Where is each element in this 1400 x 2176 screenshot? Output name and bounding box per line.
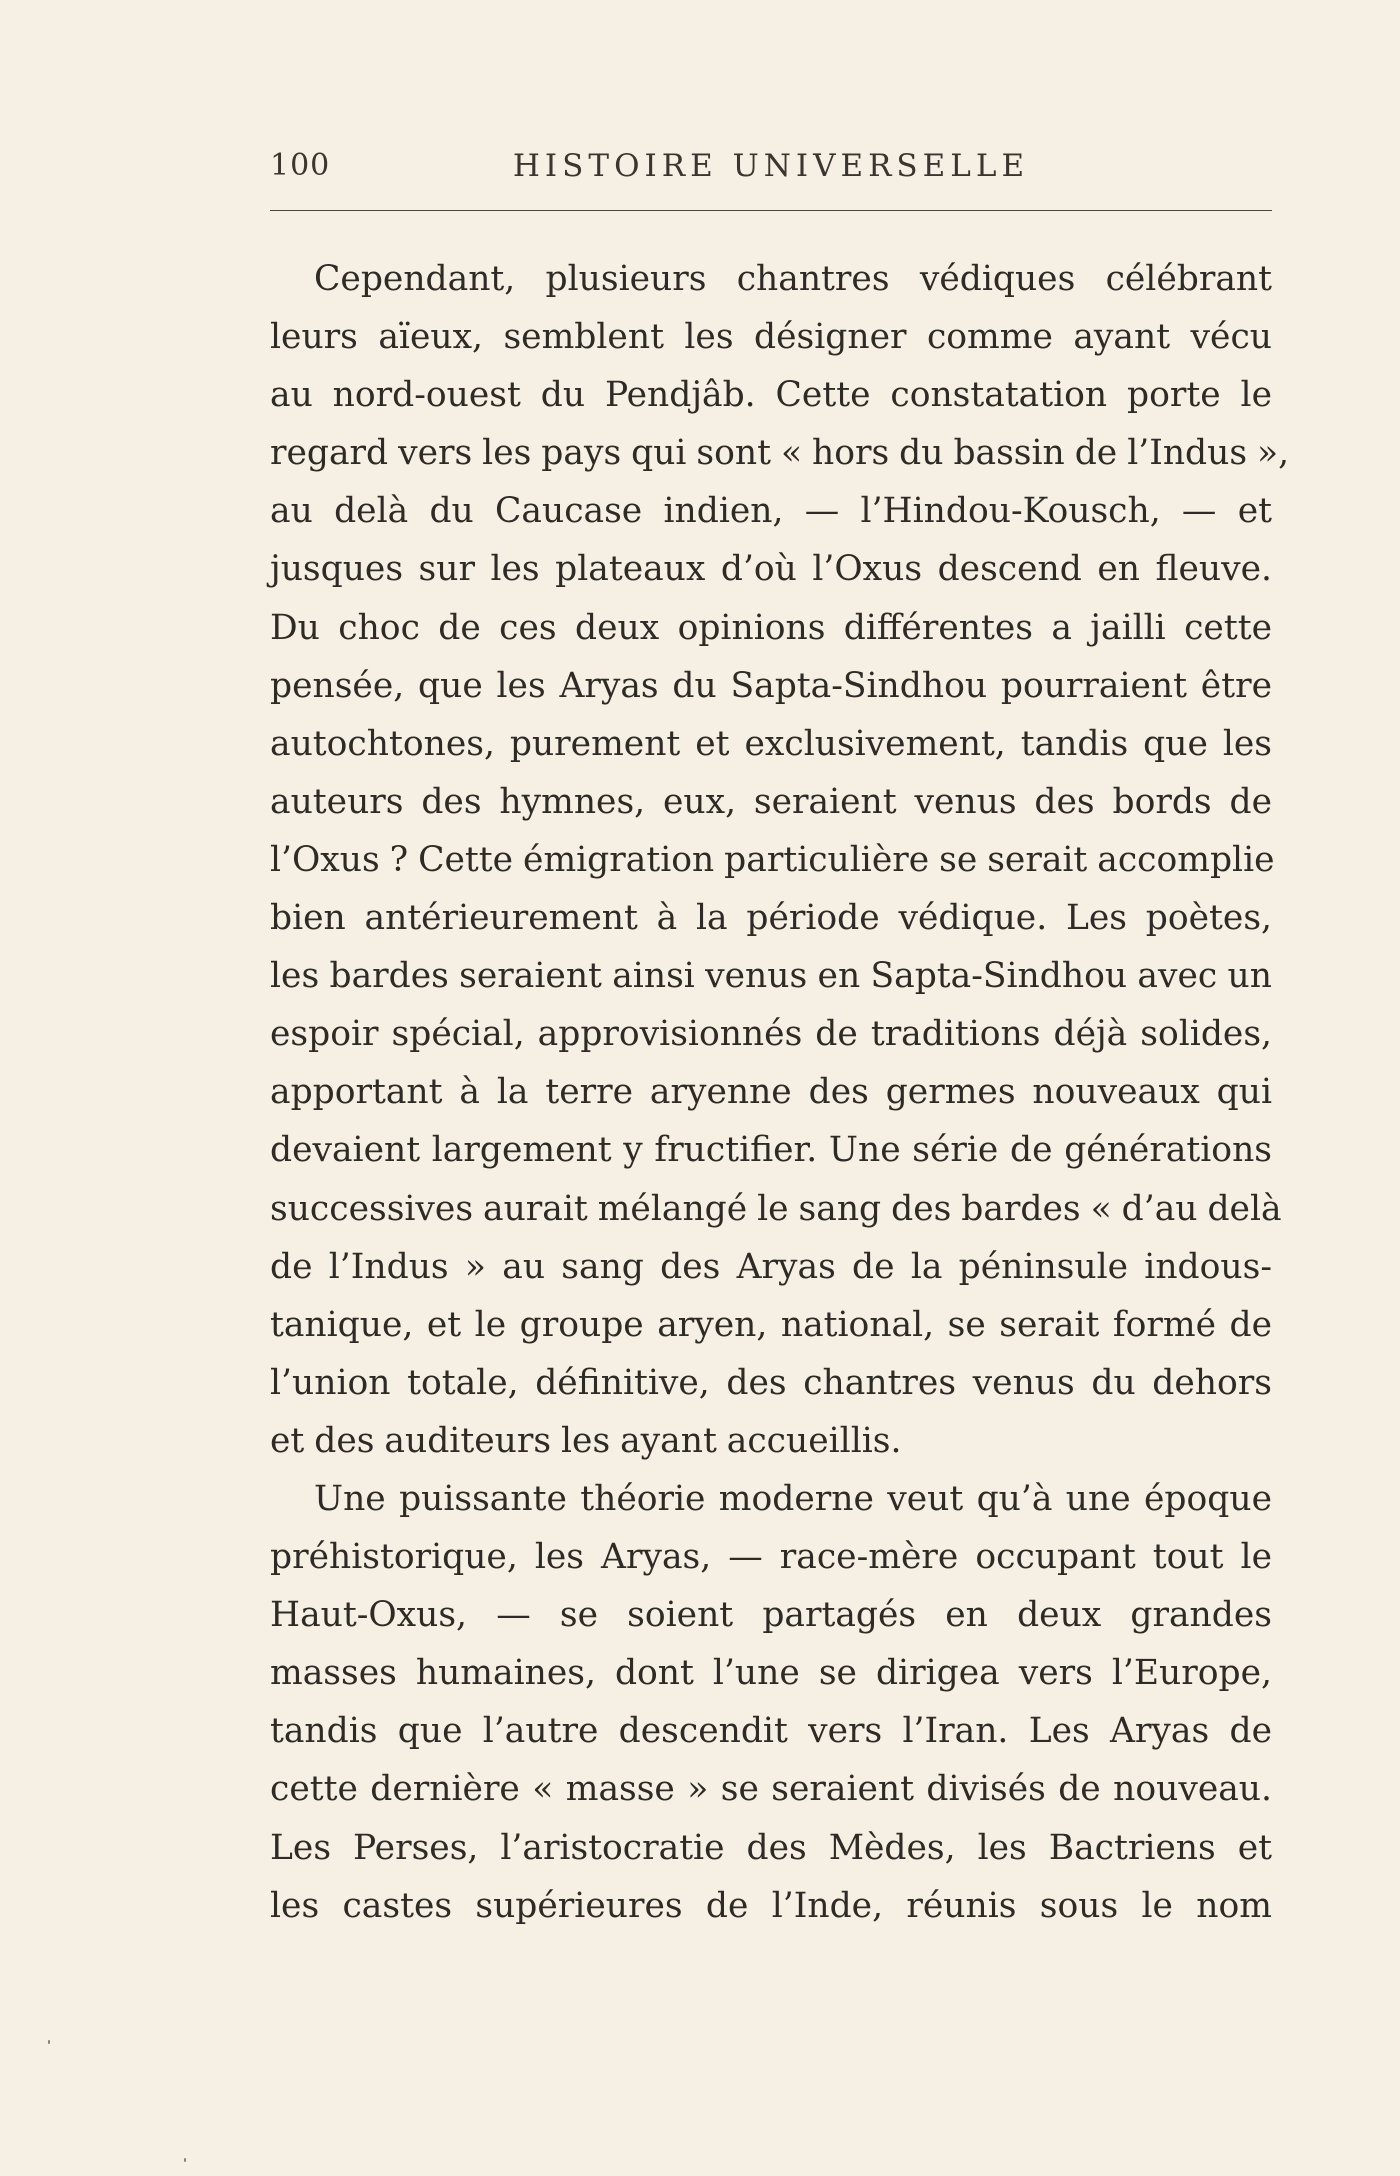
text-line: leurs aïeux, semblent les désigner comme ayant vécu [270,317,1272,358]
text-line: l’Oxus ? Cette émigration particulière se serait accomplie [270,839,1275,880]
text-line: au nord-ouest du Pendjâb. Cette constatation porte le [270,375,1272,416]
running-head [270,148,1272,188]
paper-speck [48,2040,50,2044]
text-line: espoir spécial, approvisionnés de traditions déjà solides, [270,1014,1272,1055]
text-line: les bardes seraient ainsi venus en Sapta-Sindhou avec un [270,956,1272,997]
text-line: devaient largement y fructifier. Une série de générations [270,1130,1272,1171]
text-line: auteurs des hymnes, eux, seraient venus des bords de [270,781,1272,822]
text-line: Haut-Oxus, — se soient partagés en deux grandes [270,1595,1272,1636]
text-line: tandis que l’autre descendit vers l’Iran. Les Aryas de [270,1711,1272,1752]
text-line: Une puissante théorie moderne veut qu’à une époque [314,1478,1272,1519]
text-line: et des auditeurs les ayant accueillis. [270,1420,902,1461]
text-line: autochtones, purement et exclusivement, tandis que les [270,723,1272,764]
text-line: l’union totale, définitive, des chantres venus du dehors [270,1362,1272,1403]
text-line: au delà du Caucase indien, — l’Hindou-Kousch, — et [270,491,1272,532]
header-rule [270,210,1272,211]
text-line: successives aurait mélangé le sang des bardes « d’au delà [270,1188,1282,1229]
text-line: Cependant, plusieurs chantres védiques célébrant [314,259,1272,299]
text-line: cette dernière « masse » se seraient divisés de nouveau. [270,1769,1272,1810]
paper-speck [184,2158,186,2162]
text-line: Du choc de ces deux opinions différentes a jailli cette [270,607,1272,648]
running-title: HISTOIRE UNIVERSELLE [512,148,1030,184]
text-line: masses humaines, dont l’une se dirigea vers l’Europe, [270,1653,1272,1694]
text-line: préhistorique, les Aryas, — race-mère occupant tout le [270,1537,1272,1578]
body-text [270,250,1290,1935]
text-line: regard vers les pays qui sont « hors du bassin de l’Indus », [270,433,1290,474]
text-line: de l’Indus » au sang des Aryas de la péninsule indous- [270,1246,1272,1287]
text-line: apportant à la terre aryenne des germes nouveaux qui [270,1072,1272,1113]
text-line: tanique, et le groupe aryen, national, se serait formé de [270,1304,1272,1345]
text-line: jusques sur les plateaux d’où l’Oxus descend en fleuve. [270,549,1272,590]
text-line: pensée, que les Aryas du Sapta-Sindhou pourraient être [270,665,1272,706]
text-line: Les Perses, l’aristocratie des Mèdes, les Bactriens et [270,1827,1272,1868]
page-number: 100 [270,148,331,183]
text-line: les castes supérieures de l’Inde, réunis sous le nom [270,1885,1272,1926]
text-line: bien antérieurement à la période védique. Les poètes, [270,898,1272,939]
